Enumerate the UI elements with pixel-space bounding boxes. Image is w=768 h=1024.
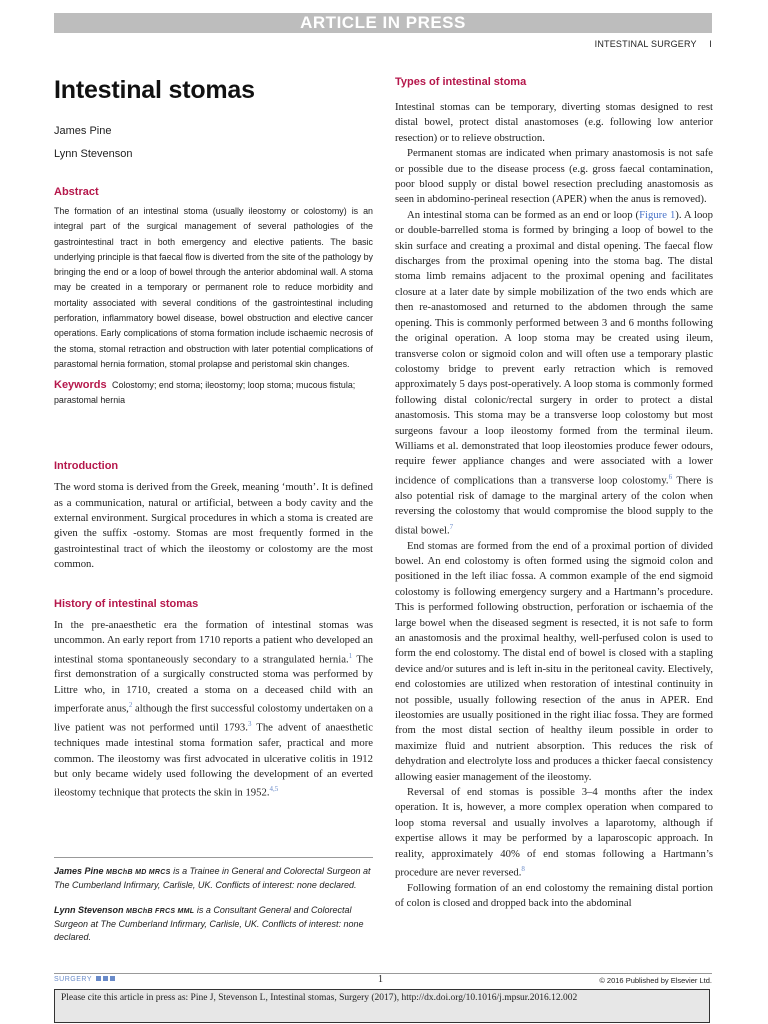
article-title: Intestinal stomas [54, 76, 255, 104]
footnote-credentials: MBChB MD MRCS [106, 869, 171, 876]
square-icon [96, 976, 101, 981]
author-2: Lynn Stevenson [54, 148, 133, 160]
footnote-text: is a Trainee in General and Colorectal Surgeon at The Cumberland Infirmary, Carlisle, UK. Conflicts of interest: none declared. [54, 866, 371, 891]
footnote-author-2 [54, 904, 373, 943]
footnote-name: James Pine [54, 866, 104, 876]
figure-1-link[interactable]: Figure 1 [639, 208, 676, 221]
reference-2-link[interactable]: 2 [128, 701, 133, 710]
types-paragraph-3 [395, 208, 713, 539]
types-text-part: There is also potential risk of damage to the marginal artery of the colon when reversing the colostomy that would compromise the blood supply to the distal bowel. [395, 474, 713, 537]
reference-3-link[interactable]: 3 [247, 720, 252, 729]
left-column [54, 76, 373, 801]
journal-label: SURGERY [54, 976, 92, 983]
history-text-part: The advent of anaesthetic techniques made intestinal stoma formation safer, practical and more common. The ileostomy was first advocated in ulcerative colitis in 1912 but only became widely used following the development of an everted ileostomy technique that protects the skin in 1952. [54, 721, 373, 800]
running-head-marker: I [709, 39, 712, 49]
types-paragraph-1: Intestinal stomas can be temporary, diverting stomas designed to rest distal bowel, protect distal anastomoses (e.g. following low anterior resection) or to relieve obstruction. [395, 101, 713, 144]
reference-6-link[interactable]: 6 [668, 472, 673, 481]
introduction-heading: Introduction [54, 460, 119, 473]
citation-box: Please cite this article in press as: Pine J, Stevenson L, Intestinal stomas, Surgery (2017), http://dx.doi.org/10.1016/j.mpsur.2016.12.002 [54, 989, 710, 1023]
article-in-press-banner: ARTICLE IN PRESS [54, 13, 712, 33]
running-head [595, 39, 712, 49]
types-text-part: Reversal of end stomas is possible 3–4 months after the index operation. It is, however, a more complex operation when compared to loop stoma reversal and usually involves a laparotomy, although if expertise allows it may be performed by a laparoscopic approach. In reality, approximately 40% of end stomas following a Hartmann’s procedure are never reversed. [395, 786, 713, 879]
author-footnotes [54, 857, 373, 955]
types-paragraph-5 [395, 785, 713, 881]
types-paragraph-6: Following formation of an end colostomy the remaining distal portion of colon is closed and dropped back into the abdominal [395, 882, 713, 910]
abstract-text: The formation of an intestinal stoma (usually ileostomy or colostomy) is an integral part of the surgical management of several pathologies of the gastrointestinal tract in both emergency and elective patients. The basic underlying principle is that faecal flow is diverted from the site of the pathology by bringing the end or a loop of bowel through the anterior abdominal wall. A stoma may be created in a temporary or permanent role to reduce morbidity and mortality associated with several conditions of the gastrointestinal including perforation, inflammatory bowel disease, bowel obstruction and elective cancer operations. Early complications of stoma formation include ischaemic necrosis of the stoma, stomal retraction and obstruction with later potential complications of parastomal hernia formation, stomal prolapse and peristomal skin changes. [54, 206, 373, 369]
reference-7-link[interactable]: 7 [449, 522, 454, 531]
history-text-part: In the pre-anaesthetic era the formation of intestinal stomas was uncommon. An early report from 1710 reports a patient who developed an intestinal stoma spontaneously secondary to a strangulated hernia. [54, 618, 373, 666]
right-column [395, 76, 713, 912]
reference-1-link[interactable]: 1 [348, 651, 353, 660]
types-text-part: ). A loop or double-barrelled stoma is formed by bringing a loop of bowel to the skin surface and creating a proximal and distal opening. The faecal flow discharges from the proximal opening into the stoma bag. The distal stoma limb remains adjacent to the proximal opening and facilitates closure at a later date by simple mobilization of the two ends which are then re-anastomosed and returned to the abdomen through the same opening. This is commonly performed between 3 and 6 months following the original operation. A loop stoma may be created using ileum, transverse colon or sigmoid colon and will often use a temporary plastic colostomy bridge to prevent early retraction which is removed approximately 5 days post-operatively. A loop stoma is commonly formed following distal colonic/rectal surgery in order to protect a distal anastomosis. This stoma may be a transverse loop colostomy but most surgeons favour a loop ileostomy formed from the terminal ileum. Williams et al. demonstrated that loop ileostomies produce fewer odours, require fewer appliance changes and were associated with a lower incidence of complications than a transverse loop colostomy. [395, 208, 713, 487]
types-text-part: An intestinal stoma can be formed as an end or loop ( [407, 208, 640, 221]
types-paragraph-2: Permanent stomas are indicated when primary anastomosis is not safe or possible due to the disease process (e.g. gross faecal contamination, poor blood supply or distal bowel resection precluding anastomosis as seen in abdomino-perineal resection (APER) when the anus is removed). [395, 147, 713, 206]
running-head-section: INTESTINAL SURGERY [594, 39, 697, 49]
reference-4-5-link[interactable]: 4,5 [269, 785, 279, 794]
square-icon [103, 976, 108, 981]
journal-name [54, 976, 115, 983]
footnote-name: Lynn Stevenson [54, 904, 124, 915]
keywords [54, 378, 373, 408]
author-1: James Pine [54, 125, 112, 137]
introduction-text: The word stoma is derived from the Greek, meaning ‘mouth’. It is defined as a communication, natural or artificial, between a body cavity and the external environment. Surgical procedures in which a stoma is created are given the suffix -ostomy. Stomas are most frequently formed in the gastrointestinal tract of which the ileostomy or colostomy are the most common. [54, 481, 373, 571]
types-heading: Types of intestinal stoma [395, 76, 527, 88]
history-text-part: The first demonstration of a surgically constructed stoma was performed by Littre who, in 1710, created a stoma on a deceased child with an imperforate anus, [54, 653, 373, 715]
history-text [54, 618, 373, 802]
footer-divider [54, 973, 712, 974]
keywords-label: Keywords [54, 379, 107, 392]
keywords-text: Colostomy; end stoma; ileostomy; loop stoma; mucous fistula; parastomal hernia [54, 380, 356, 406]
types-paragraph-4: End stomas are formed from the end of a proximal portion of divided bowel. An end colostomy is often formed using the sigmoid colon and positioned in the left iliac fossa. A common example of the end sigmoid colostomy is following emergency surgery and a Hartmann’s procedure. This is performed following obstruction, perforation or ischaemia of the large bowel when the diseased segment is resected, it is not safe to form an anastomosis and the proximal healthy, well-perfused colon is used to form the end colostomy. The distal end of bowel is closed with a stapling device and/or sutures and is left in-situ in the peritoneal cavity. Electively, end colostomies are utilized when restoration of intestinal continuity in not possible, usually following resection of the anus in APER. End ileostomies are usually positioned in the right iliac fossa. They are formed from the most distal section of healthy ileum possible in order to maximize fluid and nutrient absorption. This reduces the risk of dehydration and electrolyte loss and produces a thicker faecal consistency allowing easier management of the ileostomy. [395, 539, 713, 783]
reference-8-link[interactable]: 8 [521, 865, 525, 874]
page-number: 1 [378, 974, 383, 985]
abstract-heading: Abstract [54, 186, 99, 198]
history-heading: History of intestinal stomas [54, 597, 199, 610]
copyright: © 2016 Published by Elsevier Ltd. [599, 976, 712, 985]
footnote-text: is a Consultant General and Colorectal Surgeon at The Cumberland Infirmary, Carlisle, UK. Conflicts of interest: none declared. [54, 904, 364, 942]
footnote-credentials: MBChB FRCS MML [126, 907, 195, 915]
history-text-part: although the first successful colostomy undertaken on a live patient was not performed until 1793. [54, 702, 374, 734]
footnote-author-1 [54, 865, 373, 892]
square-icon [110, 976, 115, 981]
